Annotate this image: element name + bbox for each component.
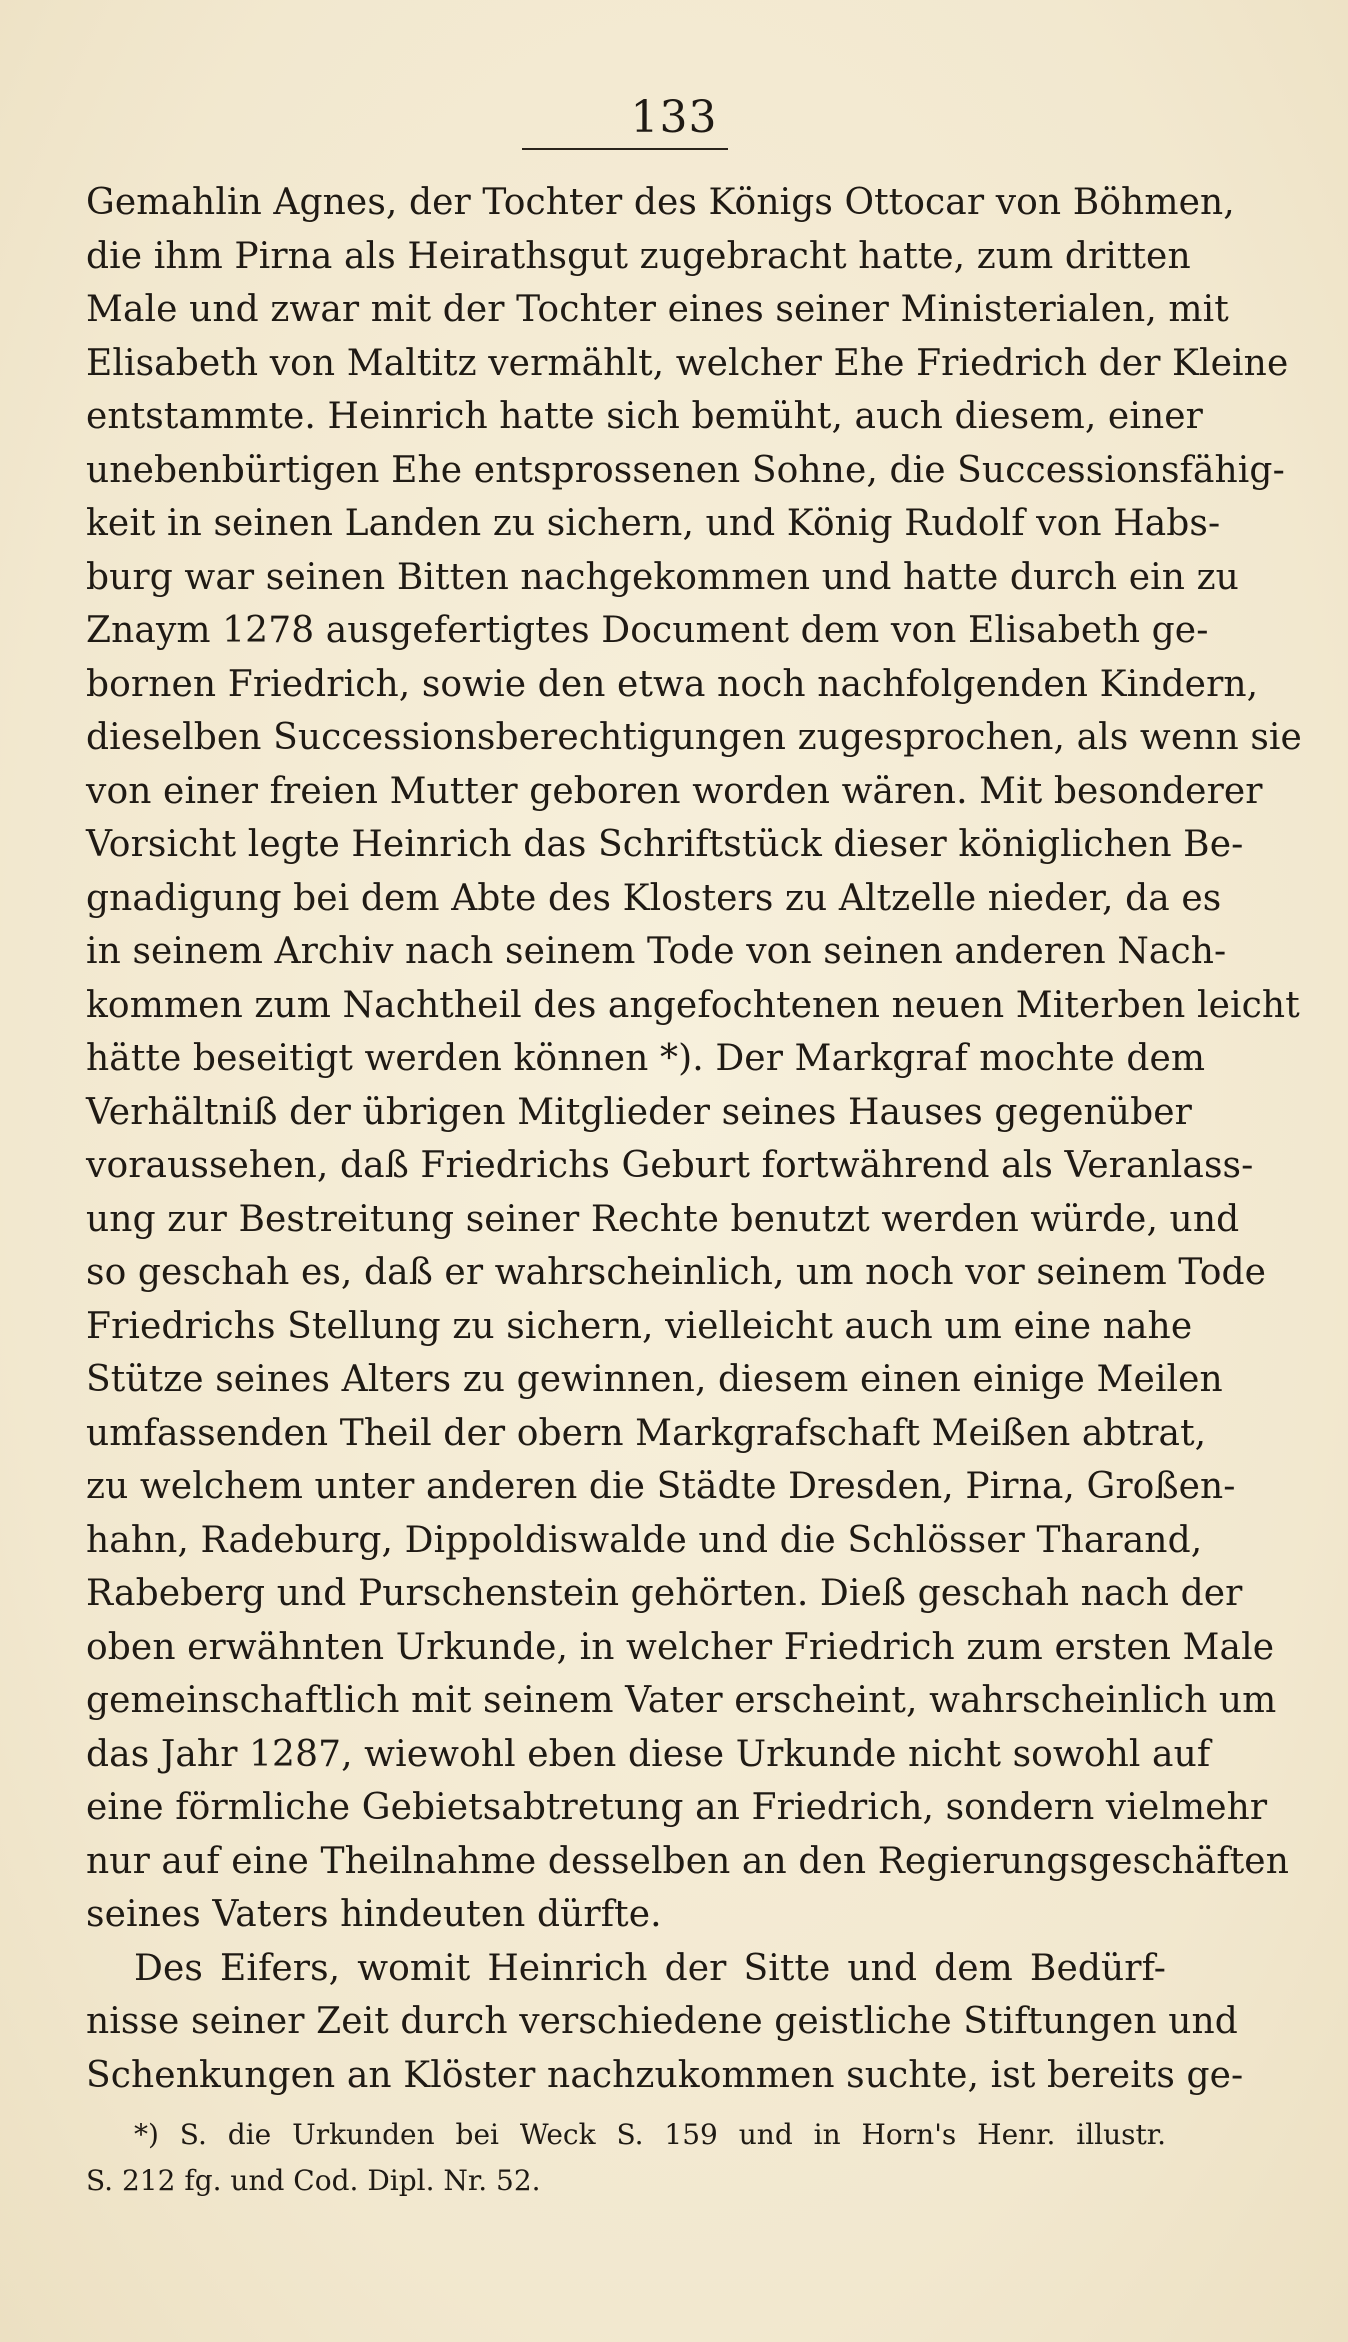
text-line: oben erwähnten Urkunde, in welcher Friedrich zum ersten Male [86,1626,1275,1668]
paragraph-start-line: Des Eifers, womit Heinrich der Sitte und dem Bedürf- [134,1947,1166,1989]
text-line: unebenbürtigen Ehe entsprossenen Sohne, die Successionsfähig- [86,449,1285,491]
text-line: nisse seiner Zeit durch verschiedene geistliche Stiftungen und [86,2001,1238,2042]
text-line: Gemahlin Agnes, der Tochter des Königs Ottocar von Böhmen, [86,182,1235,223]
text-line: umfassenden Theil der obern Markgrafschaft Meißen abtrat, [86,1412,1207,1454]
footnote-line: S. 212 fg. und Cod. Dipl. Nr. 52. [86,2164,541,2197]
text-line: so geschah es, daß er wahrscheinlich, um noch vor seinem Tode [86,1252,1267,1293]
header-rule [522,148,728,150]
paragraph-end-line: seines Vaters hindeuten dürfte. [86,1894,662,1935]
text-line: nur auf eine Theilnahme desselben an den Regierungsgeschäften [86,1840,1289,1882]
text-line: Znaym 1278 ausgefertigtes Document dem von Elisabeth ge- [86,610,1209,651]
text-line: gnadigung bei dem Abte des Klosters zu Altzelle nieder, da es [86,877,1222,919]
text-line: zu welchem unter anderen die Städte Dresden, Pirna, Großen- [86,1466,1236,1507]
page-number: 133 [630,92,718,143]
text-line: kommen zum Nachtheil des angefochtenen neuen Miterben leicht [86,984,1300,1026]
text-line: hahn, Radeburg, Dippoldiswalde und die Schlösser Tharand, [86,1519,1203,1561]
text-line: Friedrichs Stellung zu sichern, vielleicht auch um eine nahe [86,1305,1193,1347]
text-line: Rabeberg und Purschenstein gehörten. Dieß geschah nach der [86,1573,1243,1614]
text-line: dieselben Successionsberechtigungen zugesprochen, als wenn sie [86,717,1302,758]
text-line: Schenkungen an Klöster nachzukommen suchte, ist bereits ge- [86,2054,1244,2096]
text-line: voraussehen, daß Friedrichs Geburt fortwährend als Veranlass- [86,1145,1254,1186]
footnote [86,2112,1166,2204]
text-line: das Jahr 1287, wiewohl eben diese Urkunde nicht sowohl auf [86,1733,1211,1775]
body-text [86,176,1302,2102]
text-line: hätte beseitigt werden können *). Der Markgraf mochte dem [86,1038,1206,1079]
text-line: keit in seinen Landen zu sichern, und König Rudolf von Habs- [86,503,1221,544]
text-line: von einer freien Mutter geboren worden wären. Mit besonderer [86,770,1263,812]
text-line: die ihm Pirna als Heirathsgut zugebracht hatte, zum dritten [86,235,1191,277]
text-line: gemeinschaftlich mit seinem Vater erscheint, wahrscheinlich um [86,1680,1277,1721]
text-line: bornen Friedrich, sowie den etwa noch nachfolgenden Kindern, [86,663,1259,705]
footnote-line: *) S. die Urkunden bei Weck S. 159 und in Horn's Henr. illustr. [134,2118,1166,2151]
text-line: Elisabeth von Maltitz vermählt, welcher Ehe Friedrich der Kleine [86,342,1289,384]
text-line: Stütze seines Alters zu gewinnen, diesem einen einige Meilen [86,1359,1223,1400]
text-line: in seinem Archiv nach seinem Tode von seinen anderen Nach- [86,931,1227,972]
text-line: Male und zwar mit der Tochter eines seiner Ministerialen, mit [86,289,1229,330]
text-line: eine förmliche Gebietsabtretung an Friedrich, sondern vielmehr [86,1787,1268,1828]
text-line: burg war seinen Bitten nachgekommen und hatte durch ein zu [86,556,1239,598]
text-line: Verhältniß der übrigen Mitglieder seines Hauses gegenüber [86,1091,1192,1133]
text-line: Vorsicht legte Heinrich das Schriftstück dieser königlichen Be- [86,824,1244,865]
text-line: ung zur Bestreitung seiner Rechte benutzt werden würde, und [86,1198,1240,1240]
text-line: entstammte. Heinrich hatte sich bemüht, auch diesem, einer [86,396,1203,437]
